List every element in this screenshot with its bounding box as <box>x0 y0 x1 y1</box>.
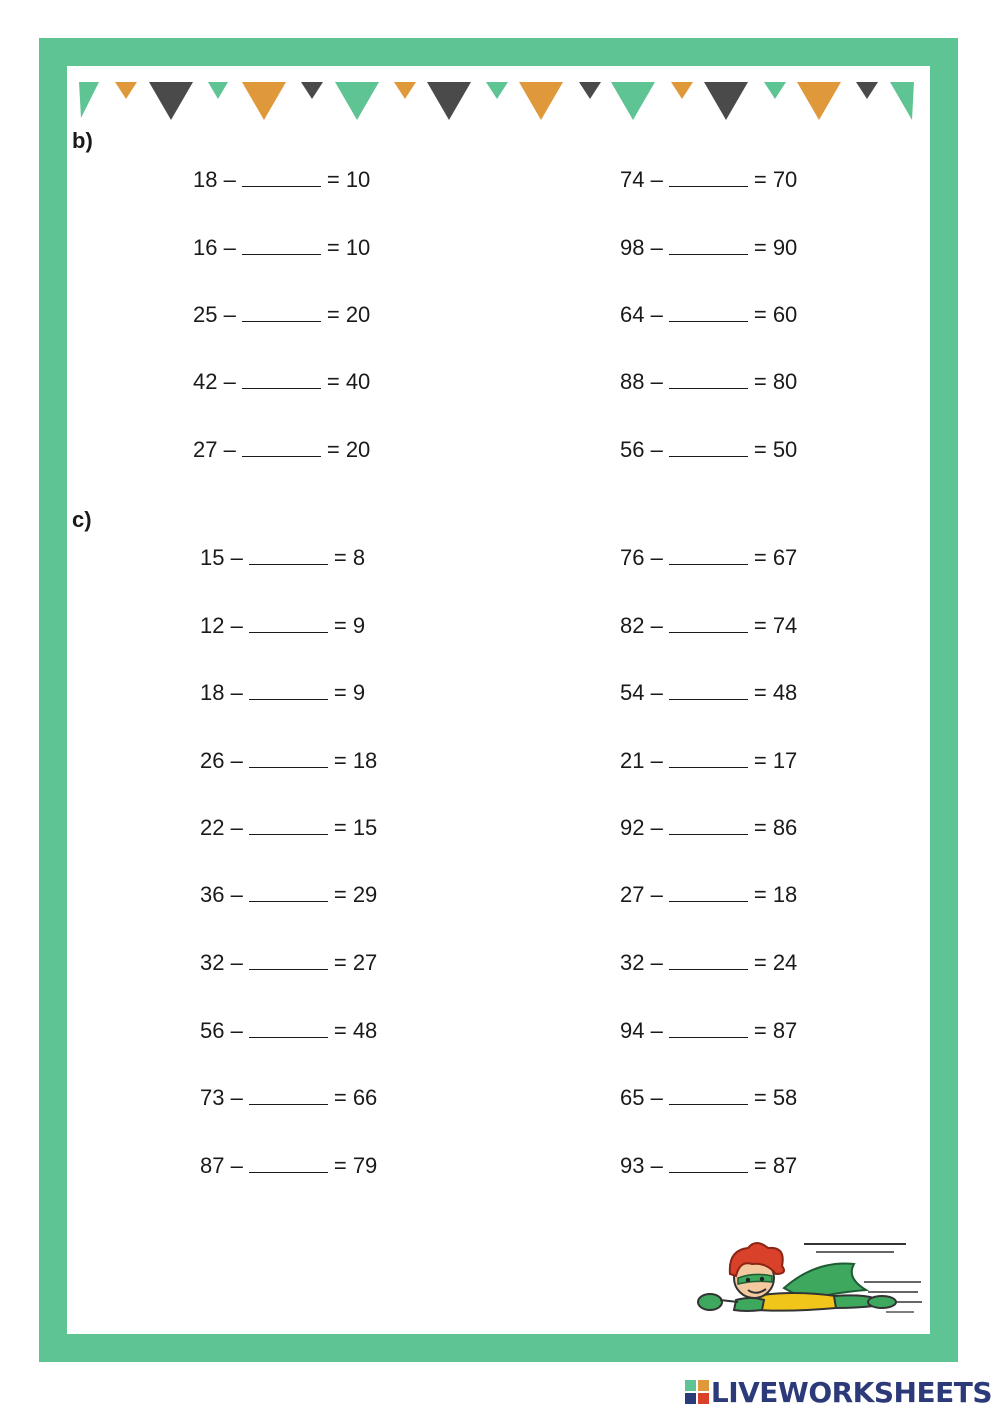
answer-blank[interactable] <box>249 544 328 565</box>
equation: 73 – = 66 <box>200 1085 378 1110</box>
answer-blank[interactable] <box>669 1152 748 1173</box>
equation: 21 – = 17 <box>620 748 798 773</box>
brand-name: LIVEWORKSHEETS <box>710 1375 992 1409</box>
answer-blank[interactable] <box>669 1017 748 1038</box>
equation: 64 – = 60 <box>620 302 798 327</box>
bunting-icon <box>67 66 930 126</box>
equation: 27 – = 18 <box>620 882 798 907</box>
equation: 92 – = 86 <box>620 815 798 840</box>
answer-blank[interactable] <box>249 814 328 835</box>
liveworksheets-logo-icon <box>685 1380 709 1404</box>
section-b-label: b) <box>72 128 93 153</box>
equation: 15 – = 8 <box>200 545 366 570</box>
answer-blank[interactable] <box>669 612 748 633</box>
answer-blank[interactable] <box>249 612 328 633</box>
answer-blank[interactable] <box>669 814 748 835</box>
answer-blank[interactable] <box>669 747 748 768</box>
equation: 26 – = 18 <box>200 748 378 773</box>
equation: 25 – = 20 <box>193 302 371 327</box>
answer-blank[interactable] <box>669 544 748 565</box>
answer-blank[interactable] <box>669 436 748 457</box>
equation: 88 – = 80 <box>620 369 798 394</box>
equation: 93 – = 87 <box>620 1153 798 1178</box>
equation: 42 – = 40 <box>193 369 371 394</box>
equation: 32 – = 24 <box>620 950 798 975</box>
equation: 98 – = 90 <box>620 235 798 260</box>
equation: 54 – = 48 <box>620 680 798 705</box>
answer-blank[interactable] <box>249 949 328 970</box>
brand-footer <box>685 1376 992 1408</box>
equation: 94 – = 87 <box>620 1018 798 1043</box>
answer-blank[interactable] <box>249 679 328 700</box>
answer-blank[interactable] <box>669 949 748 970</box>
equation: 32 – = 27 <box>200 950 378 975</box>
answer-blank[interactable] <box>242 368 321 389</box>
equation: 16 – = 10 <box>193 235 371 260</box>
answer-blank[interactable] <box>669 166 748 187</box>
equation: 65 – = 58 <box>620 1085 798 1110</box>
answer-blank[interactable] <box>249 1084 328 1105</box>
answer-blank[interactable] <box>669 368 748 389</box>
answer-blank[interactable] <box>242 301 321 322</box>
equation: 36 – = 29 <box>200 882 378 907</box>
equation: 18 – = 9 <box>200 680 366 705</box>
equation: 18 – = 10 <box>193 167 371 192</box>
equation: 74 – = 70 <box>620 167 798 192</box>
answer-blank[interactable] <box>249 881 328 902</box>
equation: 87 – = 79 <box>200 1153 378 1178</box>
superhero-icon <box>696 1238 926 1328</box>
answer-blank[interactable] <box>669 234 748 255</box>
equation: 12 – = 9 <box>200 613 366 638</box>
answer-blank[interactable] <box>669 1084 748 1105</box>
answer-blank[interactable] <box>249 1017 328 1038</box>
answer-blank[interactable] <box>249 1152 328 1173</box>
equation: 56 – = 50 <box>620 437 798 462</box>
answer-blank[interactable] <box>242 234 321 255</box>
answer-blank[interactable] <box>669 679 748 700</box>
equation: 27 – = 20 <box>193 437 371 462</box>
equation: 56 – = 48 <box>200 1018 378 1043</box>
section-c-label: c) <box>72 507 92 532</box>
answer-blank[interactable] <box>669 301 748 322</box>
answer-blank[interactable] <box>249 747 328 768</box>
answer-blank[interactable] <box>242 436 321 457</box>
equation: 82 – = 74 <box>620 613 798 638</box>
equation: 22 – = 15 <box>200 815 378 840</box>
answer-blank[interactable] <box>242 166 321 187</box>
equation: 76 – = 67 <box>620 545 798 570</box>
answer-blank[interactable] <box>669 881 748 902</box>
